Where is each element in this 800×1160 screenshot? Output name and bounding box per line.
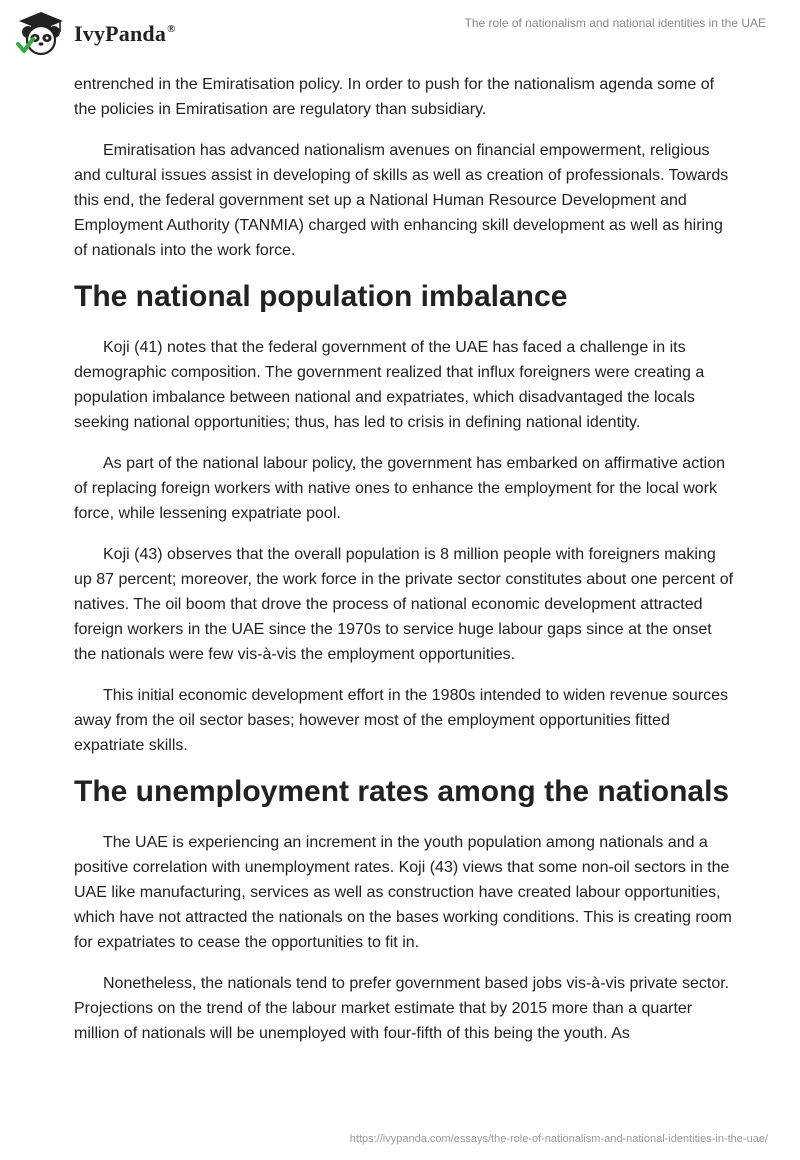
brand-name: IvyPanda® — [74, 21, 176, 46]
essay-body — [74, 72, 734, 1062]
paragraph: This initial economic development effort in the 1980s intended to widen revenue sources away from the oil sector bases; however most of the employment opportunities fitted expatriate skills. — [74, 687, 728, 754]
section-heading: The unemployment rates among the nationals — [74, 775, 730, 808]
paragraph: Koji (43) observes that the overall population is 8 million people with foreigners making up 87 percent; moreover, the work force in the private sector constitutes about one percent of natives. The oil boom that drove the process of national economic development attracted foreign workers in the UAE since the 1970s to service huge labour gaps since at the onset the nationals were few vis-à-vis the employment opportunities. — [74, 546, 734, 663]
paragraph: entrenched in the Emiratisation policy. In order to push for the nationalism agenda some of the policies in Emiratisation are regulatory than subsidiary. — [74, 76, 715, 118]
source-url[interactable]: https://ivypanda.com/essays/the-role-of-nationalism-and-national-identities-in-the-uae/ — [349, 1133, 768, 1145]
paragraph: The UAE is experiencing an increment in the youth population among nationals and a positive correlation with unemployment rates. Koji (43) views that some non-oil sectors in the UAE like manufacturing, services as well as construction have created labour opportunities, which have not attracted the nationals on the bases working conditions. This is creating room for expatriates to cease the opportunities to fit in. — [74, 834, 732, 951]
page-header — [0, 0, 800, 70]
document-title: The role of nationalism and national identities in the UAE — [464, 16, 766, 30]
panda-graduate-icon — [16, 10, 66, 56]
paragraph: Nonetheless, the nationals tend to prefer government based jobs vis-à-vis private sector. Projections on the trend of the labour market estimate that by 2015 more than a quarter million of nationals will be unemployed with four-fifth of this being the youth. As — [74, 975, 730, 1042]
paragraph: Koji (41) notes that the federal government of the UAE has faced a challenge in its demographic composition. The government realized that influx foreigners were creating a population imbalance between national and expatriates, which disadvantaged the locals seeking national opportunities; thus, has led to crisis in defining national identity. — [74, 339, 705, 431]
paragraph: As part of the national labour policy, the government has embarked on affirmative action of replacing foreign workers with native ones to enhance the employment for the local work force, while lessening expatriate pool. — [74, 455, 725, 522]
paragraph: Emiratisation has advanced nationalism avenues on financial empowerment, religious and cultural issues assist in developing of skills as well as creation of professionals. Towards this end, the federal government set up a National Human Resource Development and Employment Authority (TANMIA) charged with enhancing skill development as well as hiring of nationals into the work force. — [74, 142, 729, 259]
section-heading: The national population imbalance — [74, 280, 568, 313]
ivypanda-logo[interactable] — [16, 10, 176, 56]
